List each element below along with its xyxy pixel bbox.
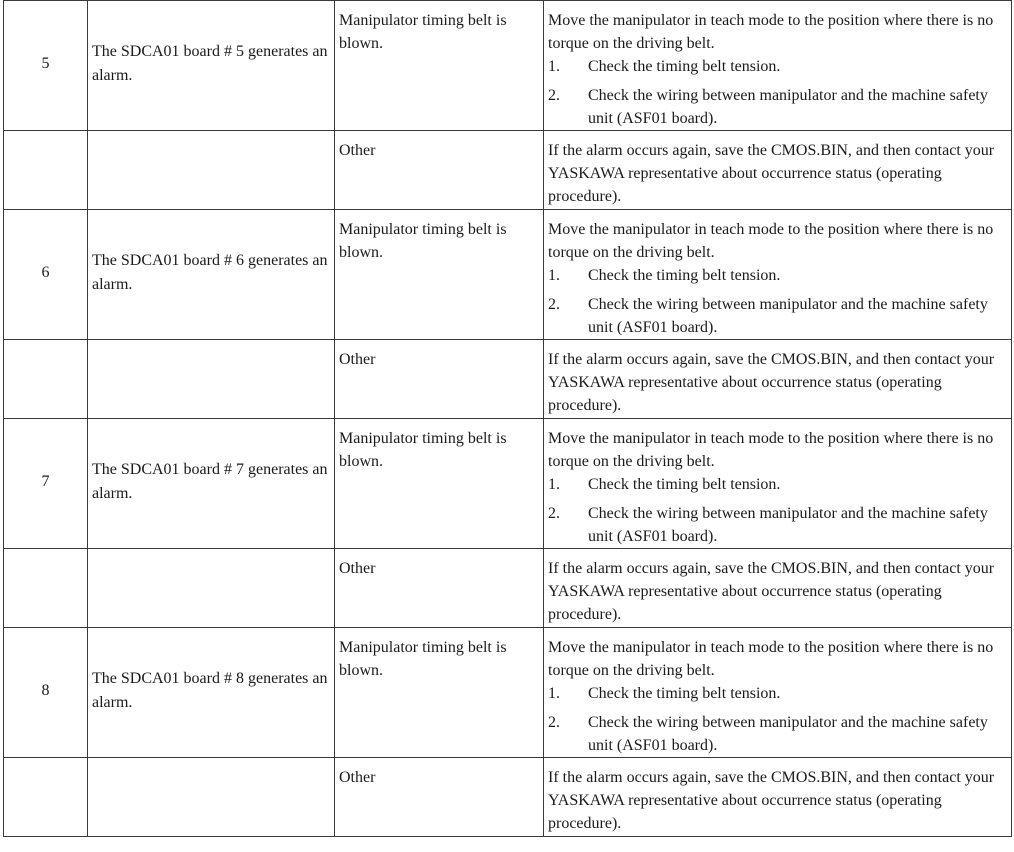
table-row (4, 131, 1012, 210)
alarm-description-cell (88, 1, 335, 131)
remedy-cell (544, 758, 1012, 837)
remedy-text: If the alarm occurs again, save the CMOS.BIN, and then contact your YASKAWA representative about occurrence status (operating procedure). (548, 142, 995, 205)
step-number: 1. (548, 58, 560, 75)
remedy-step (548, 682, 1007, 705)
remedy-step (548, 84, 1007, 130)
remedy-text: If the alarm occurs again, save the CMOS.BIN, and then contact your YASKAWA representative about occurrence status (operating procedure). (548, 351, 995, 414)
step-text: Check the wiring between manipulator and the machine safety unit (ASF01 board). (588, 296, 988, 336)
empty-cell (4, 131, 88, 210)
step-text: Check the timing belt tension. (588, 58, 781, 75)
cause-text: Manipulator timing belt is blown. (339, 12, 507, 52)
cause-cell (335, 419, 544, 549)
alarm-number: 7 (41, 473, 50, 490)
cause-text: Manipulator timing belt is blown. (339, 430, 507, 470)
table-row (4, 549, 1012, 628)
alarm-description-cell (88, 210, 335, 340)
remedy-text: If the alarm occurs again, save the CMOS.BIN, and then contact your YASKAWA representative about occurrence status (operating procedure). (548, 769, 995, 832)
alarm-description: The SDCA01 board # 7 generates an alarm. (92, 460, 328, 502)
step-number: 2. (548, 296, 560, 313)
alarm-number-cell (4, 210, 88, 340)
remedy-cell (544, 419, 1012, 549)
remedy-step (548, 473, 1007, 496)
cause-text: Other (339, 142, 376, 159)
step-text: Check the wiring between manipulator and the machine safety unit (ASF01 board). (588, 714, 988, 754)
alarm-number: 5 (41, 55, 50, 72)
table-row (4, 419, 1012, 549)
empty-cell (88, 549, 335, 628)
remedy-text: If the alarm occurs again, save the CMOS.BIN, and then contact your YASKAWA representative about occurrence status (operating procedure). (548, 560, 995, 623)
cause-text: Other (339, 560, 376, 577)
cause-text: Manipulator timing belt is blown. (339, 639, 507, 679)
cause-cell (335, 210, 544, 340)
remedy-cell (544, 549, 1012, 628)
cause-cell (335, 1, 544, 131)
alarm-description: The SDCA01 board # 6 generates an alarm. (92, 251, 328, 293)
alarm-number: 8 (41, 682, 50, 699)
remedy-intro: Move the manipulator in teach mode to the position where there is no torque on the driving belt. (548, 12, 994, 52)
table-row (4, 1, 1012, 131)
alarm-remedy-table (3, 0, 1012, 837)
empty-cell (4, 758, 88, 837)
remedy-step (548, 711, 1007, 757)
empty-cell (88, 758, 335, 837)
empty-cell (4, 340, 88, 419)
empty-cell (88, 131, 335, 210)
alarm-number-cell (4, 1, 88, 131)
alarm-description-cell (88, 628, 335, 758)
cause-cell (335, 549, 544, 628)
step-text: Check the timing belt tension. (588, 267, 781, 284)
remedy-intro: Move the manipulator in teach mode to the position where there is no torque on the driving belt. (548, 221, 994, 261)
cause-text: Manipulator timing belt is blown. (339, 221, 507, 261)
step-number: 2. (548, 505, 560, 522)
step-text: Check the timing belt tension. (588, 476, 781, 493)
table-row (4, 340, 1012, 419)
remedy-step (548, 293, 1007, 339)
step-number: 1. (548, 267, 560, 284)
step-number: 1. (548, 476, 560, 493)
cause-cell (335, 758, 544, 837)
remedy-intro: Move the manipulator in teach mode to the position where there is no torque on the driving belt. (548, 639, 994, 679)
step-text: Check the wiring between manipulator and the machine safety unit (ASF01 board). (588, 87, 988, 127)
alarm-description: The SDCA01 board # 5 generates an alarm. (92, 42, 328, 84)
cause-cell (335, 340, 544, 419)
remedy-cell (544, 628, 1012, 758)
step-text: Check the timing belt tension. (588, 685, 781, 702)
cause-text: Other (339, 351, 376, 368)
remedy-cell (544, 1, 1012, 131)
empty-cell (88, 340, 335, 419)
alarm-number-cell (4, 628, 88, 758)
remedy-cell (544, 340, 1012, 419)
cause-cell (335, 131, 544, 210)
remedy-step (548, 502, 1007, 548)
remedy-step (548, 55, 1007, 78)
empty-cell (4, 549, 88, 628)
alarm-number-cell (4, 419, 88, 549)
remedy-cell (544, 210, 1012, 340)
remedy-intro: Move the manipulator in teach mode to the position where there is no torque on the driving belt. (548, 430, 994, 470)
step-number: 2. (548, 87, 560, 104)
alarm-number: 6 (41, 264, 50, 281)
table-row (4, 758, 1012, 837)
alarm-description-cell (88, 419, 335, 549)
remedy-cell (544, 131, 1012, 210)
table-row (4, 628, 1012, 758)
step-number: 1. (548, 685, 560, 702)
step-number: 2. (548, 714, 560, 731)
cause-text: Other (339, 769, 376, 786)
alarm-description: The SDCA01 board # 8 generates an alarm. (92, 669, 328, 711)
cause-cell (335, 628, 544, 758)
remedy-step (548, 264, 1007, 287)
step-text: Check the wiring between manipulator and the machine safety unit (ASF01 board). (588, 505, 988, 545)
table-row (4, 210, 1012, 340)
